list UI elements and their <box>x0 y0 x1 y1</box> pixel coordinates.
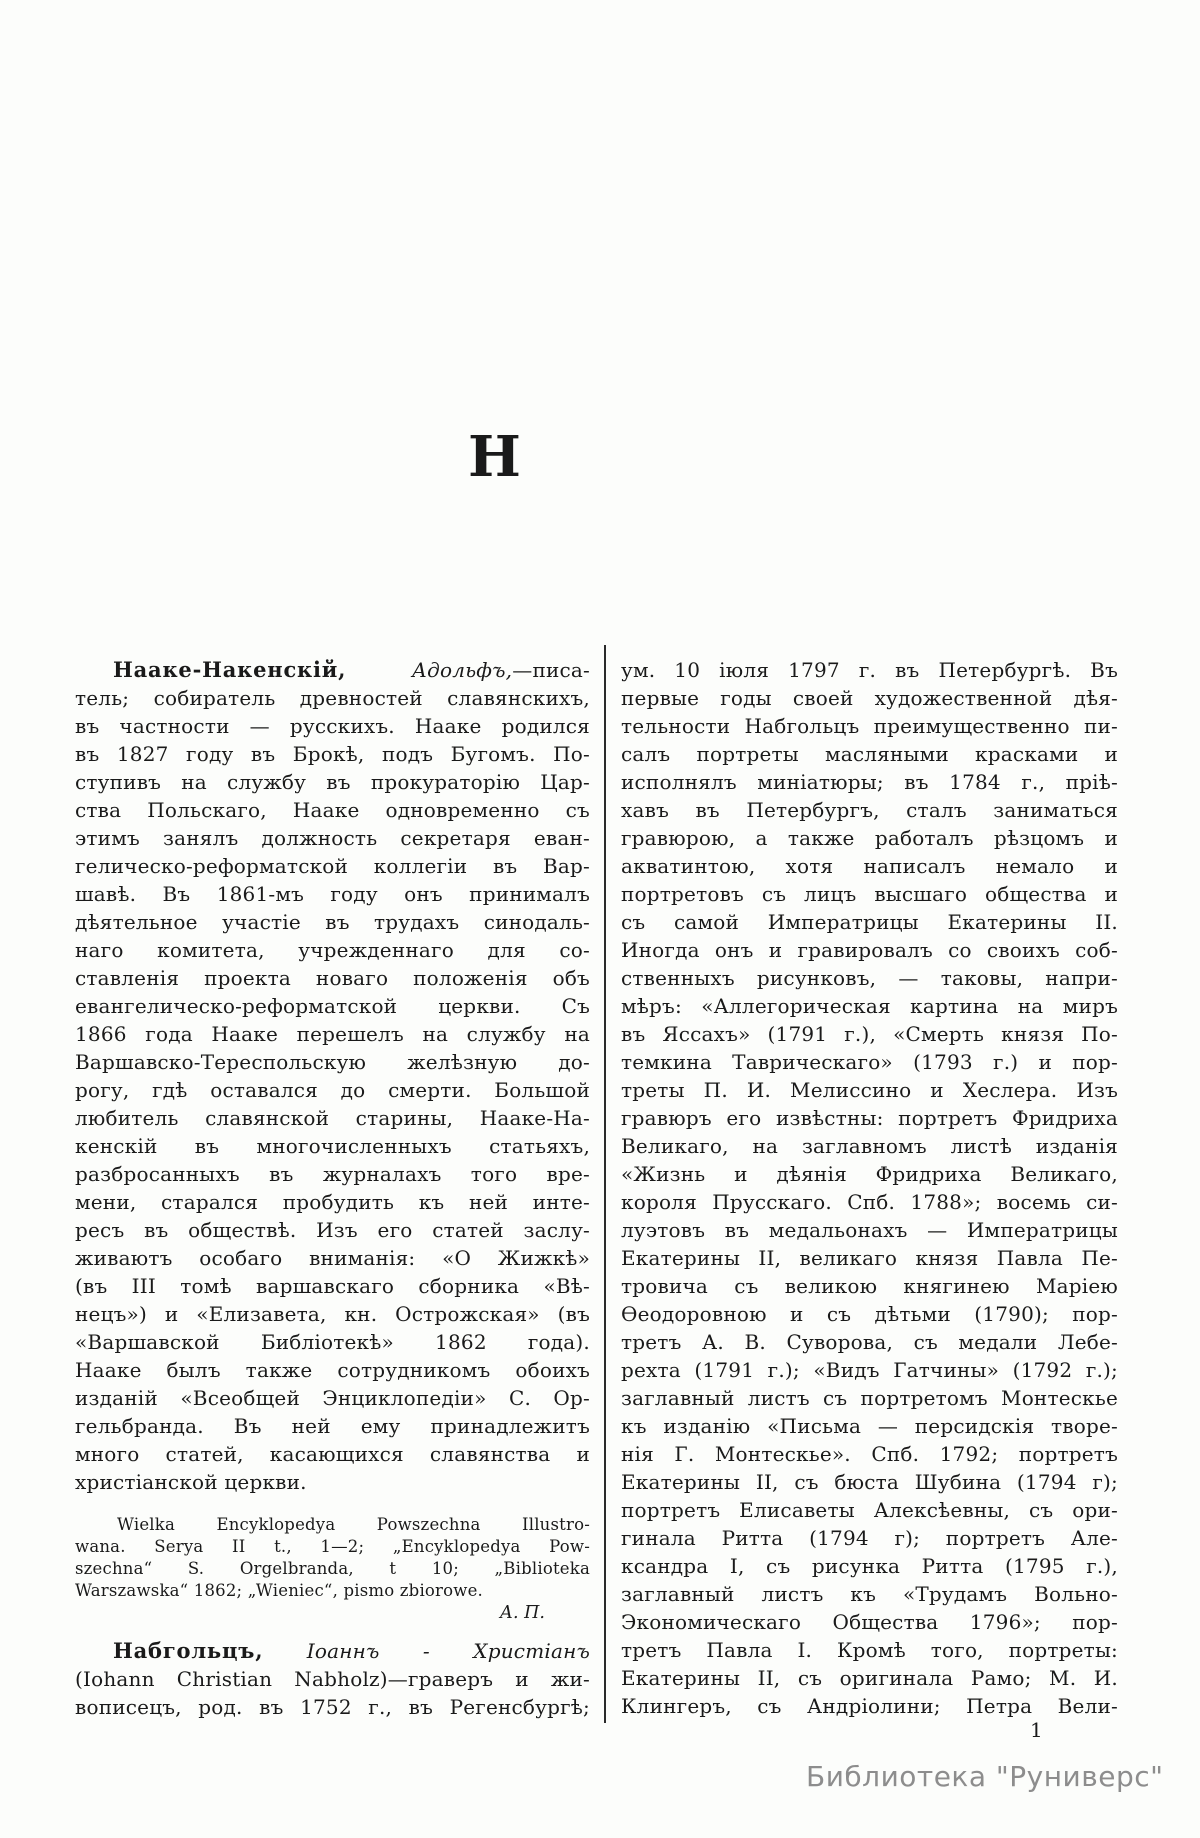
text-line: Екатерины II, съ оригинала Рамо; М. И. <box>621 1666 1118 1690</box>
author-initials: А. П. <box>499 1603 545 1623</box>
text-line: ства Польскаго, Нааке одновременно съ <box>75 798 590 822</box>
text-line: Ѳеодоровною и съ дѣтьми (1790); пор- <box>621 1302 1118 1326</box>
entry-body-lines <box>75 1665 590 1721</box>
text-line: ственныхъ рисунковъ, — таковы, напри- <box>621 966 1118 990</box>
entry-head-line <box>75 1637 590 1665</box>
text-line: въ частности — русскихъ. Нааке родился <box>75 714 590 738</box>
entry-given-name: Адольфъ, <box>411 658 513 682</box>
text-line: тель; собиратель древностей славянскихъ, <box>75 686 590 710</box>
text-line: Нааке былъ также сотрудникомъ обоихъ <box>75 1358 590 1382</box>
text-line: наго комитета, учрежденнаго для со- <box>75 938 590 962</box>
text-line: мѣръ: «Аллегорическая картина на миръ <box>621 994 1118 1018</box>
text-line: кенскій въ многочисленныхъ статьяхъ, <box>75 1134 590 1158</box>
text-line: «Жизнь и дѣянія Фридриха Великаго, <box>621 1162 1118 1186</box>
text-line: гелическо-реформатской коллегіи въ Вар- <box>75 854 590 878</box>
text-line: Великаго, на заглавномъ листѣ изданія <box>621 1134 1118 1158</box>
text-line: ставленія проекта новаго положенія объ <box>75 966 590 990</box>
library-watermark: Библиотека "Руниверс" <box>806 1760 1164 1793</box>
text-line: Варшавско-Тереспольскую желѣзную до- <box>75 1050 590 1074</box>
text-line: Екатерины II, съ бюста Шубина (1794 г); <box>621 1470 1118 1494</box>
text-line: рогу, гдѣ оставался до смерти. Большой <box>75 1078 590 1102</box>
text-line: любитель славянской старины, Нааке-На- <box>75 1106 590 1130</box>
text-line: евангелическо-реформатской церкви. Съ <box>75 994 590 1018</box>
text-line: гравюрою, а также работалъ рѣзцомъ и <box>621 826 1118 850</box>
text-line: хавъ въ Петербургъ, сталъ заниматься <box>621 798 1118 822</box>
bibliography-last-line: Warszawska“ 1862; „Wieniec“, pismo zbiorowe. <box>75 1581 484 1600</box>
right-column-lines <box>621 656 1118 1720</box>
entry-head-line <box>75 656 590 684</box>
column-divider-rule <box>604 645 606 1723</box>
text-line: темкина Таврическаго» (1793 г.) и пор- <box>621 1050 1118 1074</box>
text-line: гельбранда. Въ ней ему принадлежитъ <box>75 1414 590 1438</box>
entry-body-lines <box>75 684 590 1468</box>
text-line: Клингеръ, съ Андріолини; Петра Вели- <box>621 1694 1118 1718</box>
text-line: салъ портреты масляными красками и <box>621 742 1118 766</box>
text-line: тровича съ великою княгинею Маріею <box>621 1274 1118 1298</box>
text-line: szechna“ S. Orgelbranda, t 10; „Biblioteka <box>75 1559 590 1578</box>
text-line: съ самой Императрицы Екатерины II. <box>621 910 1118 934</box>
text-line: разбросанныхъ въ журналахъ того вре- <box>75 1162 590 1186</box>
text-line: «Варшавской Библіотекѣ» 1862 года). <box>75 1330 590 1354</box>
text-line: Иногда онъ и гравировалъ со своихъ соб- <box>621 938 1118 962</box>
text-line: рехта (1791 г.); «Видъ Гатчины» (1792 г.); <box>621 1358 1118 1382</box>
text-line: заглавный листъ съ портретомъ Монтескье <box>621 1386 1118 1410</box>
text-line: нія Г. Монтескье». Спб. 1792; портретъ <box>621 1442 1118 1466</box>
bibliography-lines <box>75 1514 590 1580</box>
text-line: къ изданію «Письма — персидскія творе- <box>621 1414 1118 1438</box>
text-line: ксандра I, съ рисунка Ритта (1795 г.), <box>621 1554 1118 1578</box>
text-line: третъ Павла I. Кромѣ того, портреты: <box>621 1638 1118 1662</box>
text-line: (въ III томѣ варшавскаго сборника «Вѣ- <box>75 1274 590 1298</box>
entry-last-line: христіанской церкви. <box>75 1470 307 1494</box>
text-line: короля Прусскаго. Спб. 1788»; восемь си- <box>621 1190 1118 1214</box>
text-line: (Iohann Christian Nabholz)—граверъ и жи- <box>75 1667 590 1691</box>
entry-headword: Нааке-Накенскій, <box>113 657 347 682</box>
text-line: Екатерины II, великаго князя Павла Пе- <box>621 1246 1118 1270</box>
text-line: изданій «Всеобщей Энциклопедіи» С. Ор- <box>75 1386 590 1410</box>
text-line: дѣятельное участіе въ трудахъ синодаль- <box>75 910 590 934</box>
text-line: ум. 10 іюля 1797 г. въ Петербургѣ. Въ <box>621 658 1118 682</box>
entry-nabholz <box>75 1637 590 1721</box>
text-line: третъ А. В. Суворова, съ медали Лебе- <box>621 1330 1118 1354</box>
text-line: много статей, касающихся славянства и <box>75 1442 590 1466</box>
text-line: исполнялъ миніатюры; въ 1784 г., пріѣ- <box>621 770 1118 794</box>
text-line: wana. Serya II t., 1—2; „Encyklopedya Pow- <box>75 1537 590 1556</box>
text-line: ступивъ на службу въ прокураторію Цар- <box>75 770 590 794</box>
bibliography-note <box>75 1514 590 1625</box>
text-line: портретъ Елисаветы Алексѣевны, съ ори- <box>621 1498 1118 1522</box>
section-letter-heading: Н <box>468 424 522 490</box>
text-line: Wielka Encyklopedya Powszechna Illustro- <box>117 1515 590 1534</box>
entry-given-name: Іоаннъ - Христіанъ <box>306 1639 590 1663</box>
text-line: вописецъ, род. въ 1752 г., въ Регенсбургѣ; <box>75 1695 590 1719</box>
text-line: нецъ») и «Елизавета, кн. Острожская» (въ <box>75 1302 590 1326</box>
text-line: тельности Набгольцъ преимущественно пи- <box>621 714 1118 738</box>
text-line: ресъ въ обществѣ. Изъ его статей заслу- <box>75 1218 590 1242</box>
left-column <box>75 656 590 1721</box>
text-line: въ Яссахъ» (1791 г.), «Смерть князя По- <box>621 1022 1118 1046</box>
text-line: заглавный листъ къ «Трудамъ Вольно- <box>621 1582 1118 1606</box>
entry-naake-nakensky <box>75 656 590 1496</box>
entry-head-line-rest: —писа- <box>512 658 590 682</box>
text-line: гинала Ритта (1794 г); портретъ Але- <box>621 1526 1118 1550</box>
right-column <box>621 656 1118 1720</box>
text-line: шавѣ. Въ 1861-мъ году онъ принималъ <box>75 882 590 906</box>
text-line: акватинтою, хотя написалъ немало и <box>621 854 1118 878</box>
text-line: портретовъ съ лицъ высшаго общества и <box>621 882 1118 906</box>
text-line: живаютъ особаго вниманія: «О Жижкѣ» <box>75 1246 590 1270</box>
text-line: первые годы своей художественной дѣя- <box>621 686 1118 710</box>
text-line: мени, старался пробудить къ ней инте- <box>75 1190 590 1214</box>
text-line: гравюръ его извѣстны: портретъ Фридриха <box>621 1106 1118 1130</box>
text-line: треты П. И. Мелиссино и Хеслера. Изъ <box>621 1078 1118 1102</box>
entry-headword: Набгольцъ, <box>113 1638 264 1663</box>
text-line: этимъ занялъ должность секретаря еван- <box>75 826 590 850</box>
text-line: луэтовъ въ медальонахъ — Императрицы <box>621 1218 1118 1242</box>
text-line: 1866 года Нааке перешелъ на службу на <box>75 1022 590 1046</box>
text-line: въ 1827 году въ Брокѣ, подъ Бугомъ. По- <box>75 742 590 766</box>
page-number: 1 <box>1030 1718 1043 1742</box>
text-line: Экономическаго Общества 1796»; пор- <box>621 1610 1118 1634</box>
